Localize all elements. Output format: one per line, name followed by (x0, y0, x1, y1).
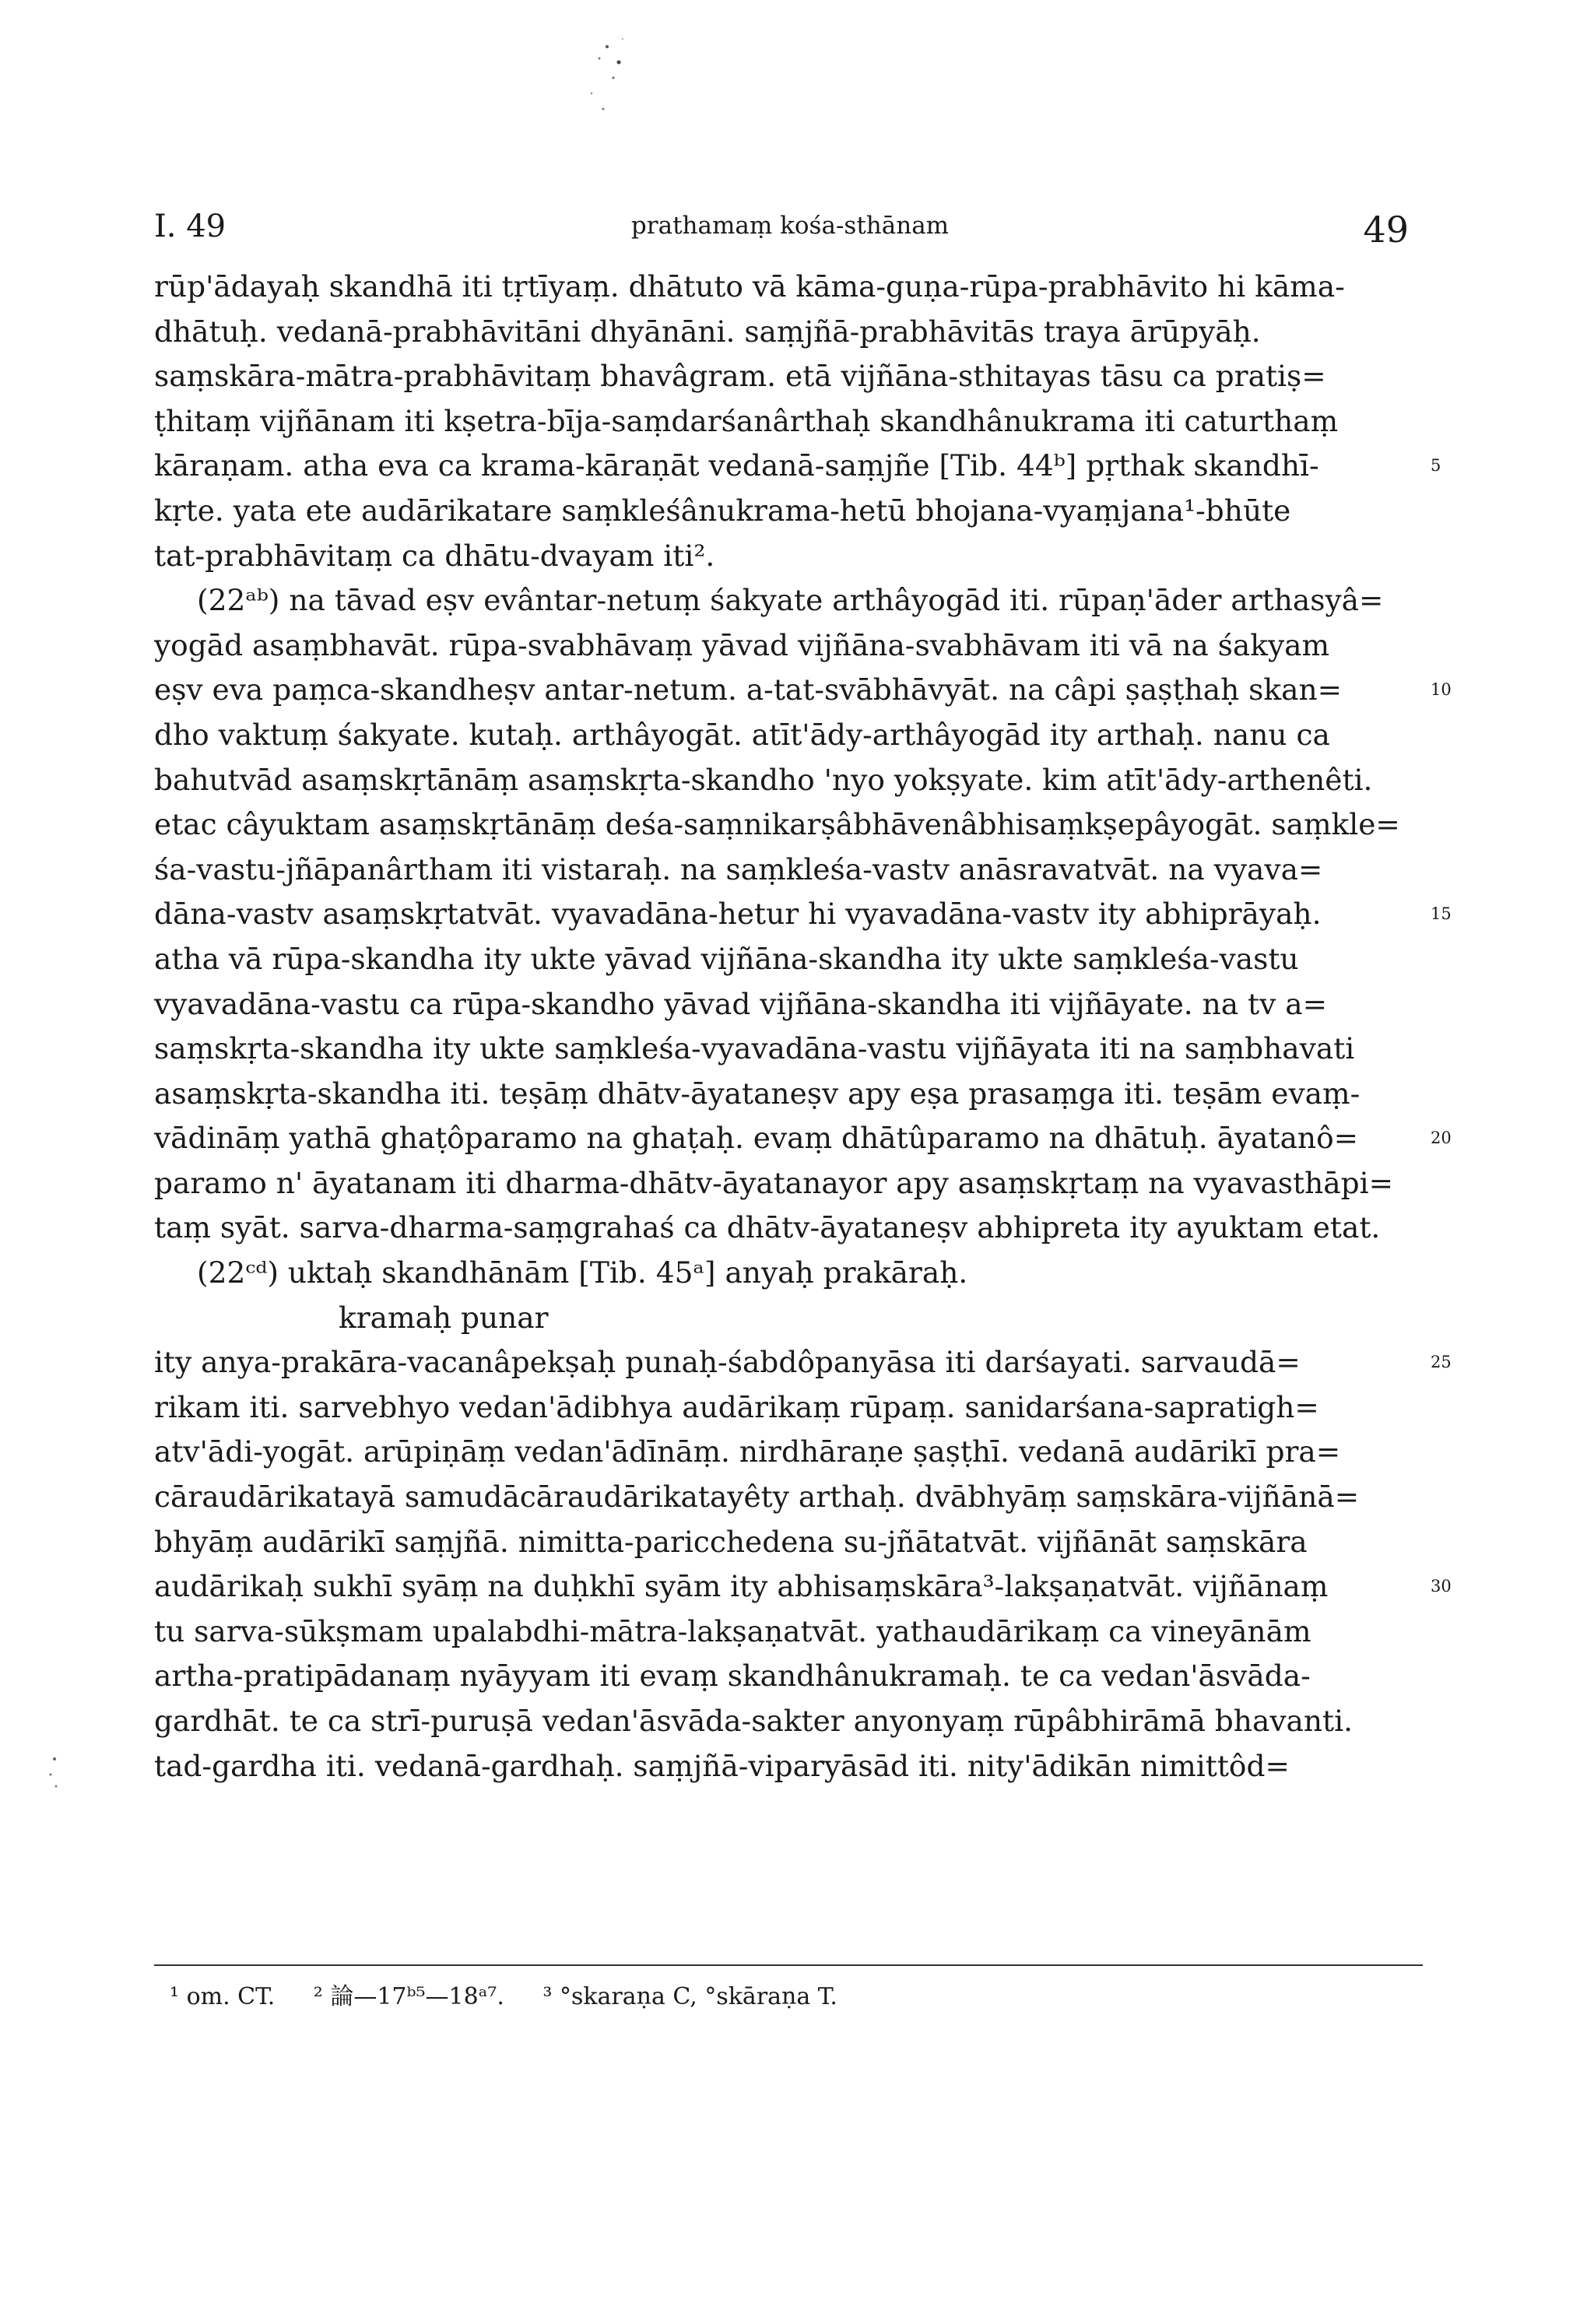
text-line (154, 848, 1423, 893)
text-line (154, 265, 1423, 310)
line-number: 30 (1431, 1577, 1452, 1596)
line-number: 15 (1431, 904, 1452, 924)
line-text: kāraṇam. atha eva ca krama-kāraṇāt vedanā-saṃjñe [Tib. 44ᵇ] pṛthak skandhī- (154, 448, 1319, 483)
text-line (154, 1430, 1423, 1475)
line-text: tad-gardha iti. vedanā-gardhaḥ. saṃjñā-viparyāsād iti. nity'ādikān nimittôd= (154, 1748, 1290, 1783)
text-line (154, 310, 1423, 355)
footnote-divider (154, 1964, 1423, 1966)
text-line (154, 444, 1441, 489)
body-text (154, 265, 1452, 1789)
scan-speckle-icon (545, 16, 669, 140)
text-line (154, 1340, 1452, 1385)
text-line (154, 1251, 1423, 1296)
line-text: kṛte. yata ete audārikatare saṃkleśânukrama-hetū bhojana-vyaṃjana¹-bhūte (154, 493, 1291, 528)
line-text: asaṃskṛta-skandha iti. teṣāṃ dhātv-āyataneṣv apy eṣa prasaṃga iti. teṣām evaṃ- (154, 1076, 1361, 1111)
line-text: eṣv eva paṃca-skandheṣv antar-netum. a-tat-svābhāvyāt. na câpi ṣaṣṭhaḥ skan= (154, 672, 1343, 707)
line-text: tu sarva-sūkṣmam upalabdhi-mātra-lakṣaṇatvāt. yathaudārikaṃ ca vineyānām (154, 1613, 1311, 1648)
line-text: atha vā rūpa-skandha ity ukte yāvad vijñāna-skandha ity ukte saṃkleśa-vastu (154, 941, 1299, 976)
text-line (154, 758, 1423, 803)
scan-mark-icon (39, 1743, 70, 1806)
footnote-2: ² 論—17ᵇ⁵—18ᵃ⁷. (313, 1983, 504, 2010)
text-line (154, 534, 1423, 579)
text-line (154, 1564, 1452, 1610)
line-text: (22ᵃᵇ) na tāvad eṣv evântar-netuṃ śakyate arthâyogād iti. rūpaṇ'āder arthasyâ= (197, 583, 1384, 618)
line-text: bhyāṃ audārikī saṃjñā. nimitta-paricchedena su-jñātatvāt. vijñānāt saṃskāra (154, 1524, 1308, 1559)
line-text: taṃ syāt. sarva-dharma-saṃgrahaś ca dhātv-āyataneṣv abhipreta ity ayuktam etat. (154, 1210, 1381, 1245)
text-line (154, 1744, 1423, 1789)
line-text: dāna-vastv asaṃskṛtatvāt. vyavadāna-hetur hi vyavadāna-vastv ity abhiprāyaḥ. (154, 897, 1322, 932)
text-line (154, 1072, 1423, 1117)
line-text: tat-prabhāvitaṃ ca dhātu-dvayam iti². (154, 538, 715, 573)
line-text: artha-pratipādanaṃ nyāyyam iti evaṃ skandhânukramaḥ. te ca vedan'āsvāda- (154, 1659, 1311, 1694)
text-line (154, 1520, 1423, 1565)
line-text: gardhāt. te ca strī-puruṣā vedan'āsvāda-sakter anyonyaṃ rūpâbhirāmā bhavanti. (154, 1704, 1353, 1738)
header-chapter-ref: I. 49 (154, 209, 226, 244)
line-text: paramo n' āyatanam iti dharma-dhātv-āyatanayor apy asaṃskṛtaṃ na vyavasthāpi= (154, 1165, 1394, 1200)
line-text: ity anya-prakāra-vacanâpekṣaḥ punaḥ-śabdôpanyāsa iti darśayati. sarvaudā= (154, 1345, 1301, 1380)
line-number: 10 (1431, 680, 1452, 700)
text-line (154, 1161, 1423, 1206)
text-line (154, 1116, 1452, 1161)
text-line (154, 982, 1423, 1027)
line-text: (22ᶜᵈ) uktaḥ skandhānām [Tib. 45ᵃ] anyaḥ prakāraḥ. (197, 1255, 968, 1290)
text-line (154, 1296, 1423, 1341)
page-number: 49 (1363, 209, 1409, 251)
text-line (154, 623, 1423, 669)
line-text: rikam iti. sarvebhyo vedan'ādibhya audārikaṃ rūpaṃ. sanidarśana-sapratigh= (154, 1389, 1319, 1424)
footnote-3: ³ °skaraṇa C, °skāraṇa T. (542, 1983, 837, 2010)
header-running-title: prathamaṃ kośa-sthānam (630, 212, 950, 240)
line-text: rūp'ādayaḥ skandhā iti tṛtīyaṃ. dhātuto vā kāma-guṇa-rūpa-prabhāvito hi kāma- (154, 269, 1345, 304)
line-text: atv'ādi-yogāt. arūpiṇāṃ vedan'ādīnāṃ. nirdhāraṇe ṣaṣṭhī. vedanā audārikī pra= (154, 1434, 1341, 1469)
line-text: yogād asaṃbhavāt. rūpa-svabhāvaṃ yāvad vijñāna-svabhāvam iti vā na śakyam (154, 627, 1330, 662)
line-text: śa-vastu-jñāpanârtham iti vistaraḥ. na saṃkleśa-vastv anāsravatvāt. na vyava= (154, 851, 1323, 886)
line-text: ṭhitaṃ vijñānam iti kṣetra-bīja-saṃdarśanârthaḥ skandhânukrama iti caturthaṃ (154, 403, 1339, 438)
line-text: dhātuḥ. vedanā-prabhāvitāni dhyānāni. saṃjñā-prabhāvitās traya ārūpyāḥ. (154, 314, 1261, 349)
line-text: vādināṃ yathā ghaṭôparamo na ghaṭaḥ. evaṃ dhātûparamo na dhātuḥ. āyatanô= (154, 1121, 1359, 1156)
text-line (154, 1654, 1423, 1699)
text-line (154, 1475, 1423, 1520)
line-text: cāraudārikatayā samudācāraudārikatayêty arthaḥ. dvābhyāṃ saṃskāra-vijñānā= (154, 1480, 1360, 1515)
line-number: 20 (1431, 1129, 1452, 1148)
line-text: saṃskṛta-skandha ity ukte saṃkleśa-vyavadāna-vastu vijñāyata iti na saṃbhavati (154, 1031, 1355, 1066)
text-line (154, 1385, 1423, 1431)
line-number: 25 (1431, 1353, 1452, 1372)
footnotes (170, 1977, 869, 2011)
text-line (154, 802, 1423, 848)
text-line (154, 354, 1423, 399)
text-line (154, 1027, 1423, 1072)
text-line (154, 1206, 1423, 1251)
text-line (154, 1610, 1423, 1655)
text-line (154, 578, 1423, 623)
line-text: bahutvād asaṃskṛtānāṃ asaṃskṛta-skandho 'nyo yokṣyate. kim atīt'ādy-arthenêti. (154, 762, 1373, 797)
text-line (154, 399, 1423, 444)
line-text: etac câyuktam asaṃskṛtānāṃ deśa-saṃnikarṣâbhāvenâbhisaṃkṣepâyogāt. saṃkle= (154, 807, 1400, 842)
text-line (154, 892, 1452, 937)
text-line (154, 1699, 1423, 1744)
text-line (154, 937, 1423, 982)
line-number: 5 (1431, 456, 1441, 476)
text-line (154, 713, 1423, 758)
line-text: saṃskāra-mātra-prabhāvitaṃ bhavâgram. etā vijñāna-sthitayas tāsu ca pratiṣ= (154, 359, 1326, 394)
text-line (154, 668, 1452, 713)
line-text: dho vaktuṃ śakyate. kutaḥ. arthâyogāt. atīt'ādy-arthâyogād ity arthaḥ. nanu ca (154, 717, 1330, 752)
line-text: kramaḥ punar (339, 1300, 549, 1335)
footnote-1: ¹ om. CT. (170, 1983, 276, 2010)
line-text: audārikaḥ sukhī syāṃ na duḥkhī syām ity abhisaṃskāra³-lakṣaṇatvāt. vijñānaṃ (154, 1569, 1329, 1604)
text-line (154, 489, 1423, 534)
line-text: vyavadāna-vastu ca rūpa-skandho yāvad vijñāna-skandha iti vijñāyate. na tv a= (154, 986, 1327, 1021)
